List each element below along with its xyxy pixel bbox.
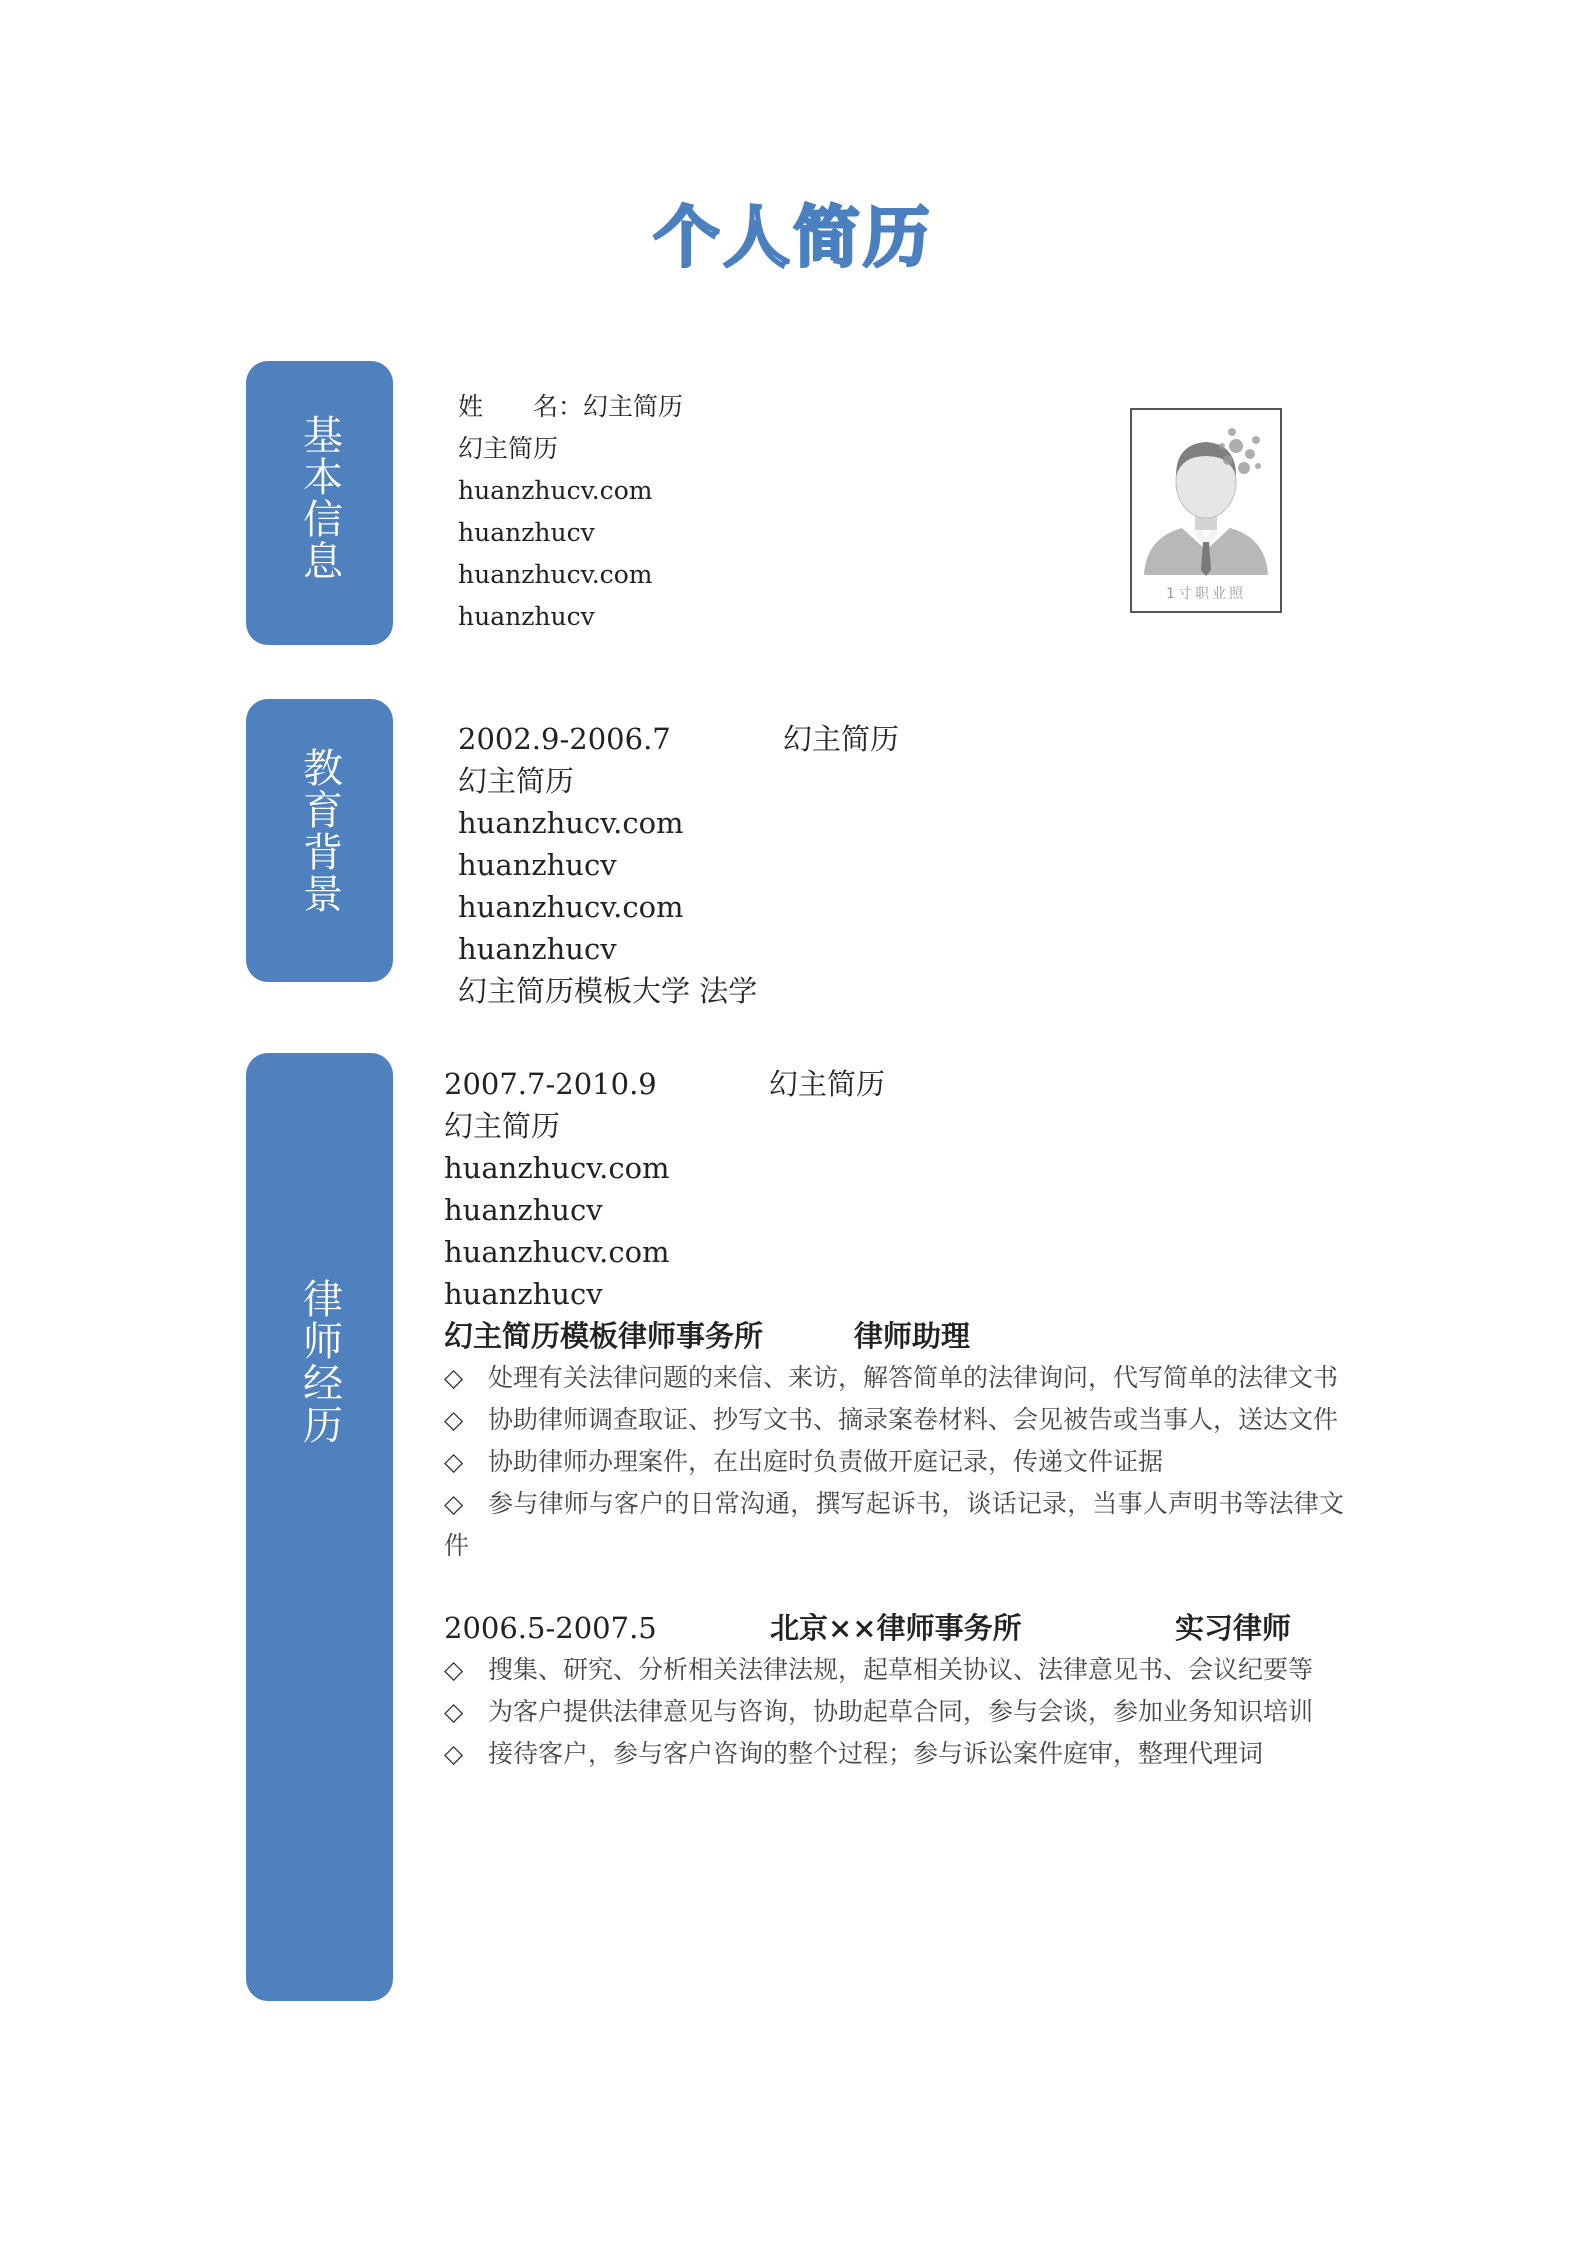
education-line: huanzhucv bbox=[458, 848, 617, 882]
name-row bbox=[458, 386, 683, 428]
diamond-bullet-icon: ◇ bbox=[444, 1739, 464, 1768]
section-label-education: 教育背景 bbox=[296, 746, 343, 915]
diamond-bullet-icon: ◇ bbox=[444, 1489, 464, 1518]
bullet-text: 搜集、研究、分析相关法律法规，起草相关协议、法律意见书、会议纪要等 bbox=[488, 1655, 1314, 1684]
job1-line: huanzhucv bbox=[444, 1193, 603, 1227]
education-date: 2002.9-2006.7 bbox=[458, 722, 671, 756]
diamond-bullet-icon: ◇ bbox=[444, 1655, 464, 1684]
section-tab-lawyer-experience bbox=[246, 1053, 393, 2001]
section-tab-education bbox=[246, 699, 393, 982]
job1-line: 幻主简历 bbox=[444, 1109, 561, 1143]
basic-info-line: huanzhucv bbox=[458, 518, 595, 547]
basic-info-line: huanzhucv.com bbox=[458, 560, 653, 589]
job1-bullet bbox=[444, 1441, 1344, 1483]
job1-role: 律师助理 bbox=[854, 1319, 971, 1353]
job2-bullet bbox=[444, 1649, 1344, 1691]
lawyer-experience-block bbox=[444, 1063, 1356, 1775]
job1-bullet bbox=[444, 1399, 1344, 1441]
education-school: 幻主简历 bbox=[783, 722, 900, 756]
bullet-text: 为客户提供法律意见与咨询，协助起草合同，参与会谈，参加业务知识培训 bbox=[488, 1697, 1314, 1726]
diamond-bullet-icon: ◇ bbox=[444, 1363, 464, 1392]
job1-org: 幻主简历 bbox=[769, 1067, 886, 1101]
education-block bbox=[458, 718, 1058, 1008]
job2-bullet bbox=[444, 1733, 1344, 1775]
basic-info-block bbox=[458, 386, 683, 638]
name-label-1: 姓 bbox=[458, 392, 484, 421]
job1-line: huanzhucv.com bbox=[444, 1151, 670, 1185]
name-value: 幻主简历 bbox=[583, 392, 684, 421]
profile-photo-placeholder bbox=[1130, 408, 1282, 613]
job2-role: 实习律师 bbox=[1175, 1611, 1292, 1645]
education-line: huanzhucv.com bbox=[458, 890, 684, 924]
job2-header-row bbox=[444, 1607, 1356, 1649]
job1-bullet bbox=[444, 1357, 1344, 1399]
job1-line: huanzhucv.com bbox=[444, 1235, 670, 1269]
section-label-basic-info: 基本信息 bbox=[296, 414, 343, 582]
basic-info-line: 幻主简历 bbox=[458, 434, 559, 463]
education-line: huanzhucv bbox=[458, 932, 617, 966]
section-tab-basic-info bbox=[246, 361, 393, 645]
job1-company-row bbox=[444, 1315, 1356, 1357]
job1-bullet bbox=[444, 1483, 1344, 1567]
job1-header-row bbox=[444, 1063, 1356, 1105]
section-label-lawyer-experience: 律师经历 bbox=[296, 1278, 343, 1446]
job1-date: 2007.7-2010.9 bbox=[444, 1067, 657, 1101]
job1-company: 幻主简历模板律师事务所 bbox=[444, 1319, 764, 1353]
job1-line: huanzhucv bbox=[444, 1277, 603, 1311]
education-line: huanzhucv.com bbox=[458, 806, 684, 840]
job2-date: 2006.5-2007.5 bbox=[444, 1611, 657, 1645]
photo-caption: 1寸职业照 bbox=[1166, 586, 1246, 602]
bullet-text: 接待客户，参与客户咨询的整个过程；参与诉讼案件庭审，整理代理词 bbox=[488, 1739, 1264, 1768]
job2-company: 北京××律师事务所 bbox=[770, 1611, 1022, 1645]
education-header-row bbox=[458, 718, 1058, 760]
name-label-2: 名： bbox=[533, 392, 584, 421]
resume-title: 个人简历 bbox=[653, 199, 934, 276]
basic-info-line: huanzhucv bbox=[458, 602, 595, 631]
job2-bullet bbox=[444, 1691, 1344, 1733]
person-silhouette-icon bbox=[1132, 410, 1280, 611]
bullet-text: 处理有关法律问题的来信、来访，解答简单的法律询问，代写简单的法律文书 bbox=[488, 1363, 1339, 1392]
diamond-bullet-icon: ◇ bbox=[444, 1405, 464, 1434]
diamond-bullet-icon: ◇ bbox=[444, 1447, 464, 1476]
diamond-bullet-icon: ◇ bbox=[444, 1697, 464, 1726]
education-line: 幻主简历 bbox=[458, 764, 575, 798]
education-cut-line: 幻主简历模板大学 法学 bbox=[458, 974, 758, 1008]
bullet-text: 参与律师与客户的日常沟通，撰写起诉书，谈话记录，当事人声明书等法律文件 bbox=[444, 1489, 1344, 1560]
bullet-text: 协助律师调查取证、抄写文书、摘录案卷材料、会见被告或当事人，送达文件 bbox=[488, 1405, 1339, 1434]
basic-info-line: huanzhucv.com bbox=[458, 476, 653, 505]
bullet-text: 协助律师办理案件，在出庭时负责做开庭记录，传递文件证据 bbox=[488, 1447, 1164, 1476]
